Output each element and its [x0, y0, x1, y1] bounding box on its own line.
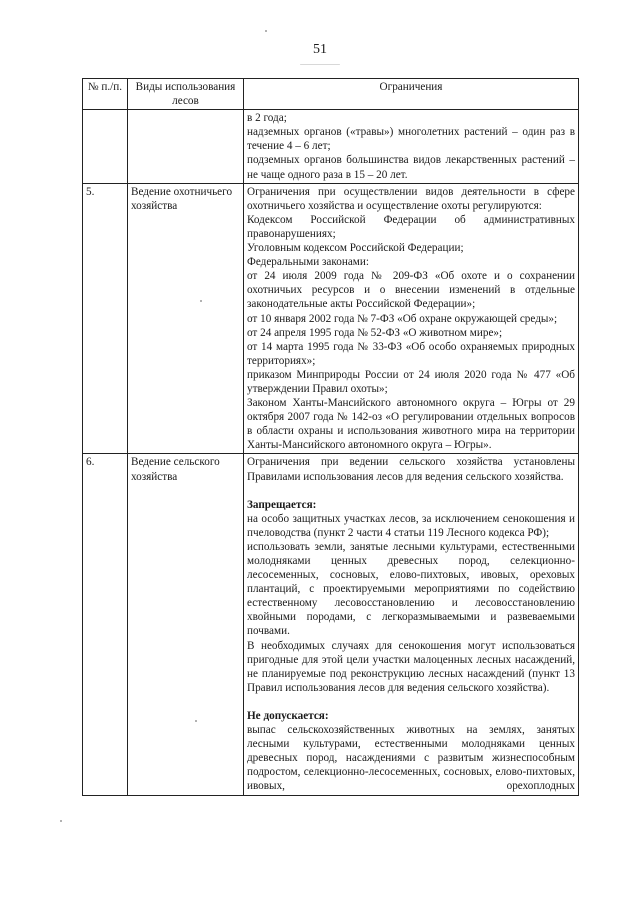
row-use-type: Ведение охотничьего хозяйства [127, 183, 243, 454]
restriction-line: подземных органов большинства видов лекарственных растений – не чаще одного раза в 15 – 20 лет. [246, 154, 575, 181]
row-number-cell [83, 110, 128, 183]
prohibited-item: на особо защитных участках лесов, за исключением сенокошения и пчеловодства (пункт 2 части 4 статьи 119 Лесного кодекса РФ); [246, 512, 575, 539]
restriction-line: Федеральными законами: [246, 256, 369, 269]
table-row-continued [83, 110, 579, 183]
restriction-intro: Ограничения при ведении сельского хозяйства установлены Правилами использования лесов для ведения сельского хозяйства. [246, 456, 575, 483]
restriction-line: Кодексом Российской Федерации об административных правонарушениях; [246, 213, 575, 240]
header-use-type: Виды использования лесов [127, 79, 243, 110]
scan-speck [300, 64, 340, 65]
restriction-line: в 2 года; [246, 112, 287, 125]
row-use-type: Ведение сельского хозяйства [127, 454, 243, 795]
prohibited-heading: Запрещается: [246, 498, 317, 511]
row-type-cell [127, 110, 243, 183]
spacer [247, 695, 575, 709]
page-number: 51 [313, 42, 327, 57]
row-number: 6. [83, 454, 128, 795]
scan-speck [60, 820, 62, 822]
spacer [247, 484, 575, 498]
header-restrictions: Ограничения [243, 79, 578, 110]
restriction-line: от 14 марта 1995 года № 33-ФЗ «Об особо охраняемых природных территориях»; [246, 340, 575, 367]
row-restrictions [243, 183, 578, 454]
restriction-line: Ограничения при осуществлении видов деятельности в сфере охотничьего хозяйства и осуществление охоты регулируются: [246, 185, 575, 212]
restriction-line: приказом Минприроды России от 24 июля 2020 года № 477 «Об утверждении Правил охоты»; [246, 368, 575, 395]
not-allowed-heading: Не допускается: [246, 709, 329, 722]
restriction-line: от 24 апреля 1995 года № 52-ФЗ «О животном мире»; [246, 326, 503, 339]
table-header-row [83, 79, 579, 110]
row-number: 5. [83, 183, 128, 454]
table-row-5 [83, 183, 579, 454]
scan-speck [265, 30, 267, 32]
row-restrictions-cell [243, 110, 578, 183]
restriction-line: Законом Ханты-Мансийского автономного округа – Югры от 29 октября 2007 года № 142-оз «О регулировании отдельных вопросов в области охраны и использования животного мира на территории Ханты-Мансийского автономного округа – Югры». [246, 397, 575, 452]
not-allowed-text: выпас сельскохозяйственных животных на землях, занятых лесными культурами, естественными молодняками ценных древесных пород, насаждениями с развитым жизнеспособным подростом, селекционно-лесосеменных, сосновых, елово-пихтовых, ивовых, орехоплодных [246, 724, 575, 793]
restriction-line: от 24 июля 2009 года № 209-ФЗ «Об охоте и о сохранении охотничьих ресурсов и о внесении изменений в отдельные законодательные акты Российской Федерации»; [246, 270, 575, 311]
row-restrictions [243, 454, 578, 795]
restriction-line: Уголовным кодексом Российской Федерации; [246, 242, 464, 255]
prohibited-item: использовать земли, занятые лесными культурами, естественными молодняками ценных древесных пород, селекционно-лесосеменных, сосновых, елово-пихтовых, ивовых, ореховых плантаций, с проектируемыми мероприятиями по содействию естественному лесовосстановлению и лесовосстановлению хвойными породами, с легкоразмываемыми и развеваемыми почвами. [246, 540, 575, 638]
restriction-line: от 10 января 2002 года № 7-ФЗ «Об охране окружающей среды»; [246, 312, 558, 325]
table-row-6 [83, 454, 579, 795]
restrictions-table [82, 78, 579, 796]
header-number: № п./п. [83, 79, 128, 110]
prohibited-item: В необходимых случаях для сенокошения могут использоваться пригодные для этой цели участки малоценных лесных насаждений, не планируемые под реконструкцию лесных насаждений (пункт 13 Правил использования лесов для ведения сельского хозяйства). [246, 639, 575, 694]
restriction-line: надземных органов («травы») многолетних растений – один раз в течение 4 – 6 лет; [246, 126, 575, 153]
